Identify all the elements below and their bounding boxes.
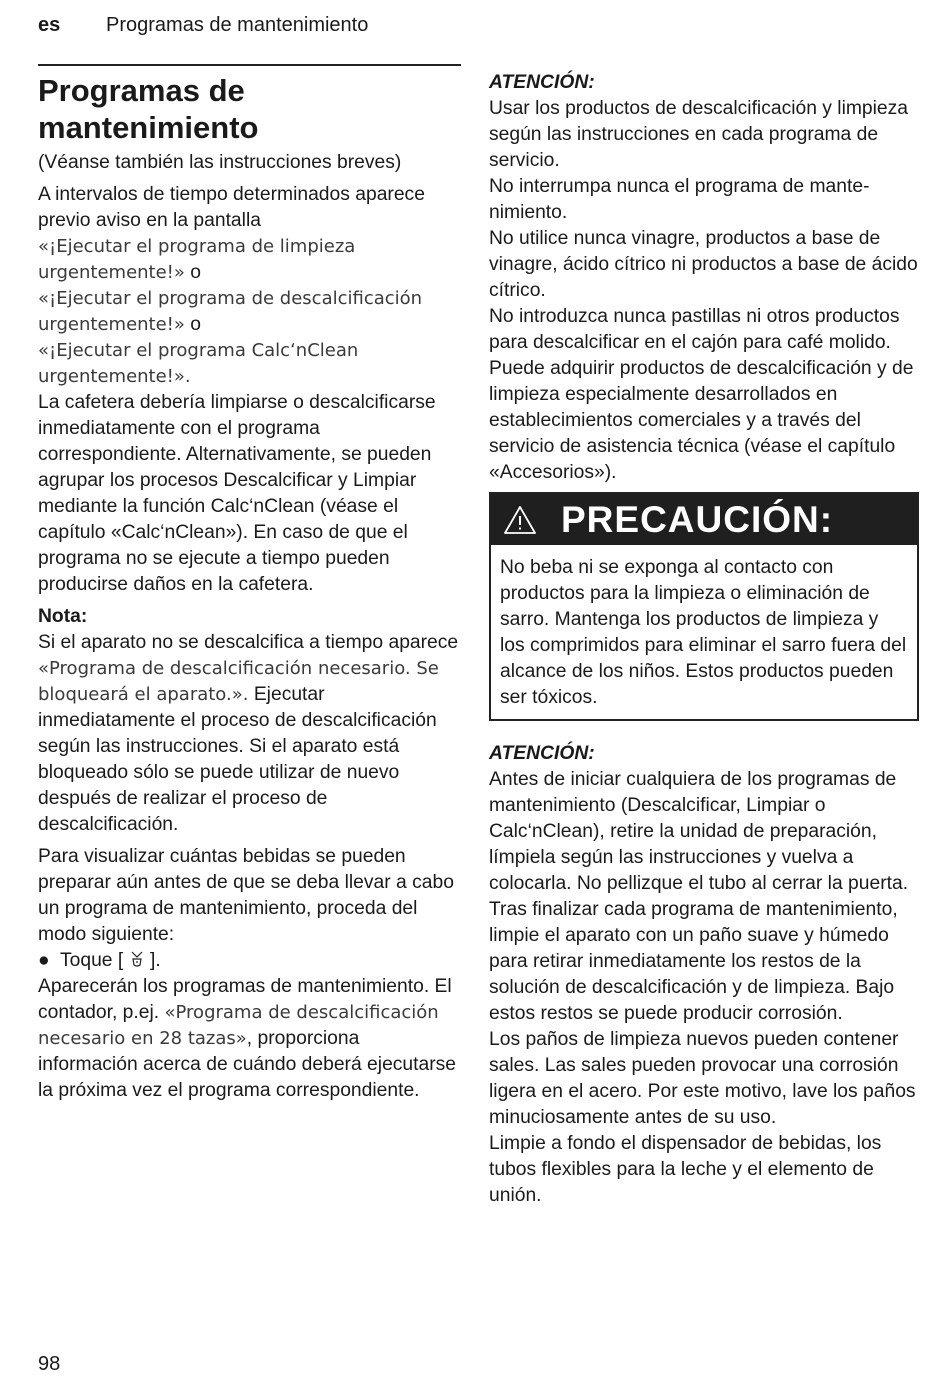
intro-text: A intervalos de tiempo determinados aparece previo aviso en la pantalla: [38, 184, 425, 231]
heading-line-2: mantenimiento: [38, 110, 259, 145]
counter-text-pre: Aparecerán los programas de mantenimiento. El contador, p.ej.: [38, 976, 452, 1023]
counter-paragraph: [38, 974, 461, 1104]
section-rule: [38, 64, 461, 66]
warning-box: [489, 492, 919, 721]
note-text-pre: Si el aparato no se descalcifica a tiempo aparece: [38, 632, 459, 653]
attention-paragraph: No utilice nunca vinagre, productos a base de vinagre, ácido cítrico ni productos a base de ácido cítrico.: [489, 228, 918, 301]
attention-paragraph: Antes de iniciar cualquiera de los programas de mantenimiento (Descalcificar, Limpiar o Calc‘nClean), retire la unidad de preparación, límpiela según las instrucciones y vuelva a colocarla. No pellizque el tubo al cerrar la puerta.: [489, 769, 909, 894]
section-heading: [38, 72, 461, 146]
heading-line-1: Programas de: [38, 73, 245, 108]
header-title: Programas de mantenimiento: [106, 14, 369, 36]
page-number: 98: [38, 1353, 61, 1375]
attention-paragraph: Usar los productos de descalcificación y limpieza según las instrucciones en cada programa de servicio.: [489, 98, 909, 171]
note-label: Nota:: [38, 606, 88, 627]
right-column: [489, 70, 919, 1209]
attention-label: ATENCIÓN:: [489, 743, 595, 764]
display-message-descaling: «¡Ejecutar el programa de descalcificación urgentemente!»: [38, 288, 423, 335]
left-column: [38, 64, 461, 1104]
intro-paragraph: [38, 182, 461, 390]
language-code: es: [38, 14, 61, 36]
bullet-item: [38, 948, 461, 974]
warning-triangle-icon: [503, 504, 537, 536]
display-message-cleaning: «¡Ejecutar el programa de limpieza urgentemente!»: [38, 236, 356, 283]
warning-header: [491, 494, 917, 545]
warning-body: [491, 545, 917, 719]
attention-paragraph: No interrumpa nunca el programa de mantenimiento.: [489, 176, 870, 223]
note-text-post: Ejecutar inmediatamente el proceso de descalcificación según las instrucciones. Si el aparato está bloqueado sólo se puede utilizar de nuevo después de realizar el proceso de descalcificación.: [38, 684, 437, 835]
note-paragraph: [38, 630, 461, 838]
page-header: [38, 14, 368, 37]
attention-paragraph: Limpie a fondo el dispensador de bebidas, los tubos flexibles para la leche y el elemento de unión.: [489, 1133, 882, 1206]
counter-intro-paragraph: Para visualizar cuántas bebidas se pueden preparar aún antes de que se deba llevar a cabo un programa de mantenimiento, proceda del modo siguiente:: [38, 846, 454, 945]
attention-paragraph: Puede adquirir productos de descalcificación y de limpieza especialmente desarrollados en establecimientos comerciales y a través del servicio de asistencia técnica (véase el capítulo «Accesorios»).: [489, 358, 914, 483]
or-text: o: [184, 314, 202, 335]
warning-title: PRECAUCIÓN:: [561, 498, 834, 540]
damage-paragraph: La cafetera debería limpiarse o descalcificarse inmediatamente con el programa correspondiente. Alternativamente, se pueden agrupar los procesos Descalcificar y Limpiar mediante la función Calc‘nClean (véase el capítulo «Calc‘nClean»). En caso de que el programa no se ejecute a tiempo pueden producirse daños en la cafetera.: [38, 392, 436, 595]
or-text: o: [184, 262, 202, 283]
maintenance-icon: [129, 950, 145, 968]
attention-paragraph: Tras finalizar cada programa de mantenimiento, limpie el aparato con un paño suave y húmedo para retirar inmediatamente los restos de la solución de descalcificación y de limpieza. Bajo estos restos se puede producir corrosión.: [489, 899, 898, 1024]
bullet-dot-icon: ●: [38, 950, 50, 971]
bullet-text-post: ].: [149, 950, 161, 971]
attention-paragraph: No introduzca nunca pastillas ni otros productos para descalcificar en el cajón para café molido.: [489, 306, 900, 353]
display-message-calcnclean: «¡Ejecutar el programa Calc‘nClean urgentemente!».: [38, 340, 359, 387]
bullet-text-pre: Toque [: [60, 950, 124, 971]
display-message-blocked: «Programa de descalcificación necesario. Se bloqueará el aparato.».: [38, 658, 439, 705]
counter-text-post: , proporciona información acerca de cuándo deberá ejecutarse la próxima vez el programa correspondiente.: [38, 1028, 457, 1101]
warning-text: No beba ni se exponga al contacto con productos para la limpieza o eliminación de sarro. Mantenga los productos de limpieza y los comprimidos para eliminar el sarro fuera del alcance de los niños. Estos productos pueden ser tóxicos.: [500, 557, 907, 708]
attention-paragraph: Los paños de limpieza nuevos pueden contener sales. Las sales pueden provocar una corrosión ligera en el acero. Por este motivo, lave los paños minuciosamente antes de su uso.: [489, 1029, 916, 1128]
display-message-counter: «Programa de descalcificación necesario en 28 tazas»: [38, 1002, 439, 1049]
see-also-text: (Véanse también las instrucciones breves): [38, 152, 402, 173]
attention-label: ATENCIÓN:: [489, 72, 595, 93]
